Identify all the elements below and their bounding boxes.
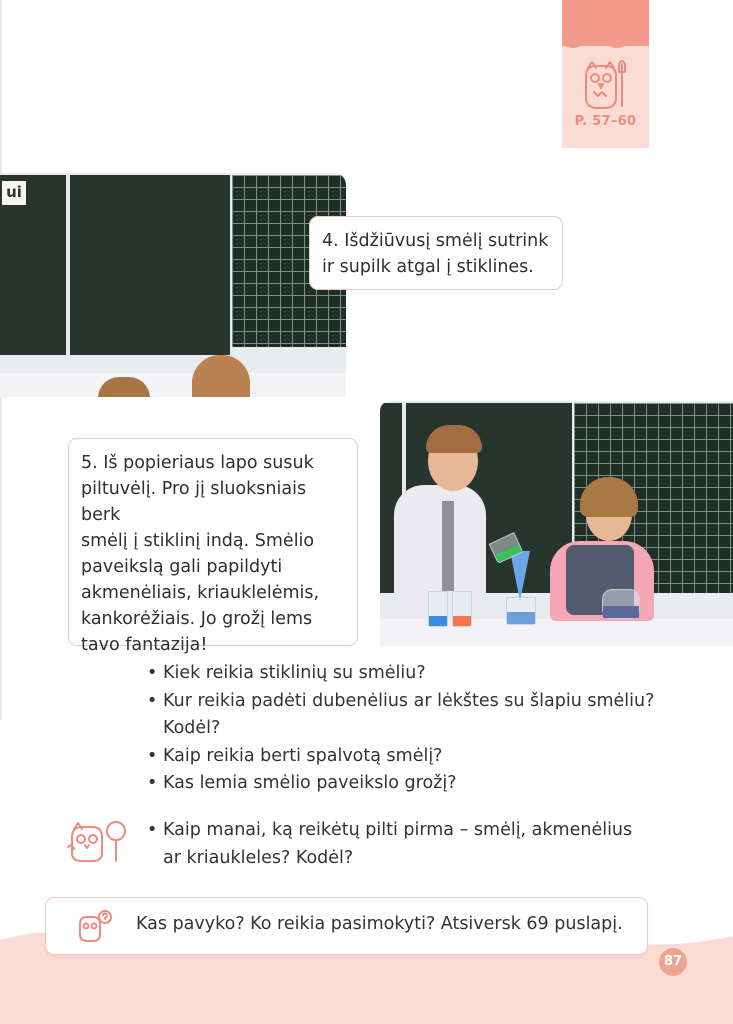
tab-wave: [562, 38, 649, 52]
reflection-text: Kas pavyko? Ko reikia pasimokyti? Atsiversk 69 puslapį.: [136, 914, 623, 934]
question-continuation: Kodėl?: [163, 718, 221, 738]
page-reference-tab: [562, 0, 649, 148]
step-4-line-1: 4. Išdžiūvusį smėlį sutrink: [322, 231, 549, 251]
question-item: • Kiek reikia stiklinių su smėliu?: [147, 660, 667, 688]
page-number: 87: [659, 948, 687, 976]
classroom-photo-1: [0, 173, 346, 397]
step-5-line-4: paveikslą gali papildyti: [81, 557, 283, 577]
step-4-box: [309, 216, 563, 290]
question-list: [147, 660, 667, 798]
tab-header: [562, 0, 649, 46]
owl-question-icon: [76, 908, 112, 944]
owl-with-magnifier-icon: [66, 817, 128, 865]
step-5-line-3: smėlį į stiklinį indą. Smėlio: [81, 531, 315, 551]
step-5-line-2: piltuvėlį. Pro jį sluoksniais berk: [81, 479, 307, 525]
think-line-1: • Kaip manai, ką reikėtų pilti pirma – smėlį, akmenėlius: [147, 817, 667, 845]
think-line-2: ar kriaukleles? Kodėl?: [163, 847, 354, 868]
board-sign: ui: [2, 181, 26, 205]
step-5-line-6: kankorėžiais. Jo grožį lems: [81, 609, 313, 629]
step-5-line-5: akmenėliais, kriauklelėmis,: [81, 583, 320, 603]
think-prompt: [147, 817, 667, 872]
question-item: • Kur reikia padėti dubenėlius ar lėkštes su šlapiu smėliu?: [147, 688, 667, 716]
question-item: • Kas lemia smėlio paveikslo grožį?: [147, 770, 667, 798]
classroom-photo-2: [380, 401, 733, 646]
reflection-box: [45, 897, 648, 955]
question-item: • Kaip reikia berti spalvotą smėlį?: [147, 743, 667, 771]
step-5-line-1: 5. Iš popieriaus lapo susuk: [81, 453, 314, 473]
step-5-line-7: tavo fantazija!: [81, 635, 208, 655]
owl-with-brush-icon: [582, 60, 630, 112]
step-4-line-2: ir supilk atgal į stiklines.: [322, 257, 534, 277]
step-5-box: [68, 438, 358, 655]
page-reference: P. 57–60: [574, 114, 637, 129]
